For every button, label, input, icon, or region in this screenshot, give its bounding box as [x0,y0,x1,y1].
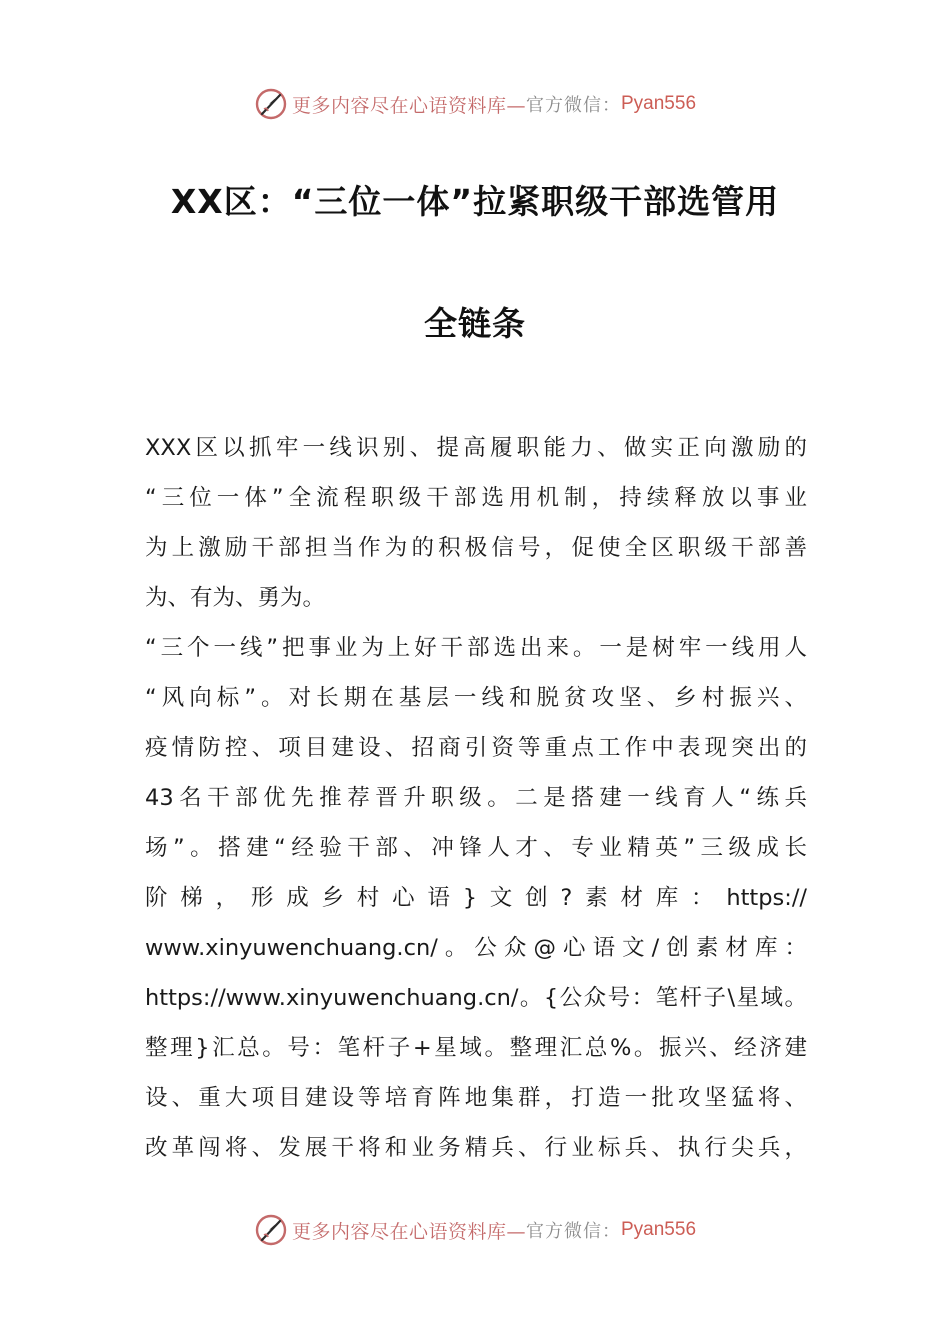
document-title-line2: 全链条 [424,304,526,343]
document-title-line1: XX区：“三位一体”拉紧职级干部选管用 [170,182,780,221]
body-line: “风向标”。对长期在基层一线和脱贫攻坚、乡村振兴、 [145,685,807,711]
body-line: “三位一体”全流程职级干部选用机制，持续释放以事业 [145,485,807,511]
body-line: 改革闯将、发展干将和业务精兵、行业标兵、执行尖兵， [145,1135,807,1161]
watermark-slogan: 更多内容尽在心语资料库— [291,94,526,117]
body-line: https://www.xinyuwenchuang.cn/。{公众号：笔杆子\星域。 [145,985,807,1011]
body-line: 整理}汇总。号：笔杆子+星域。整理汇总%。振兴、经济建 [145,1035,807,1061]
body-line: XXX区以抓牢一线识别、提高履职能力、做实正向激励的 [145,435,807,461]
watermark-wechat-id: Pyan556 [621,93,697,114]
quill-logo-icon [254,1213,288,1247]
body-line: 为上激励干部担当作为的积极信号，促使全区职级干部善 [145,535,807,561]
body-line: 43名干部优先推荐晋升职级。二是搭建一线育人“练兵 [145,785,807,811]
watermark-banner-top [0,82,950,126]
body-line: 场”。搭建“经验干部、冲锋人才、专业精英”三级成长 [145,835,807,861]
watermark-contact-label: 官方微信： [526,1221,621,1242]
body-line: 为、有为、勇为。 [145,585,326,611]
watermark-banner-bottom [0,1208,950,1252]
watermark-wechat-id: Pyan556 [621,1219,697,1240]
body-line: www.xinyuwenchuang.cn/。公众@心语文/创素材库： [145,935,807,961]
body-line: “三个一线”把事业为上好干部选出来。一是树牢一线用人 [145,635,807,661]
body-line: 疫情防控、项目建设、招商引资等重点工作中表现突出的 [145,735,807,761]
body-line: 设、重大项目建设等培育阵地集群，打造一批攻坚猛将、 [145,1085,807,1111]
body-line: 阶梯，形成乡村心语}文创?素材库：https:// [145,885,807,911]
watermark-contact-label: 官方微信： [526,95,621,116]
quill-logo-icon [254,87,288,121]
watermark-slogan: 更多内容尽在心语资料库— [291,1220,526,1243]
document-body [145,423,807,1173]
